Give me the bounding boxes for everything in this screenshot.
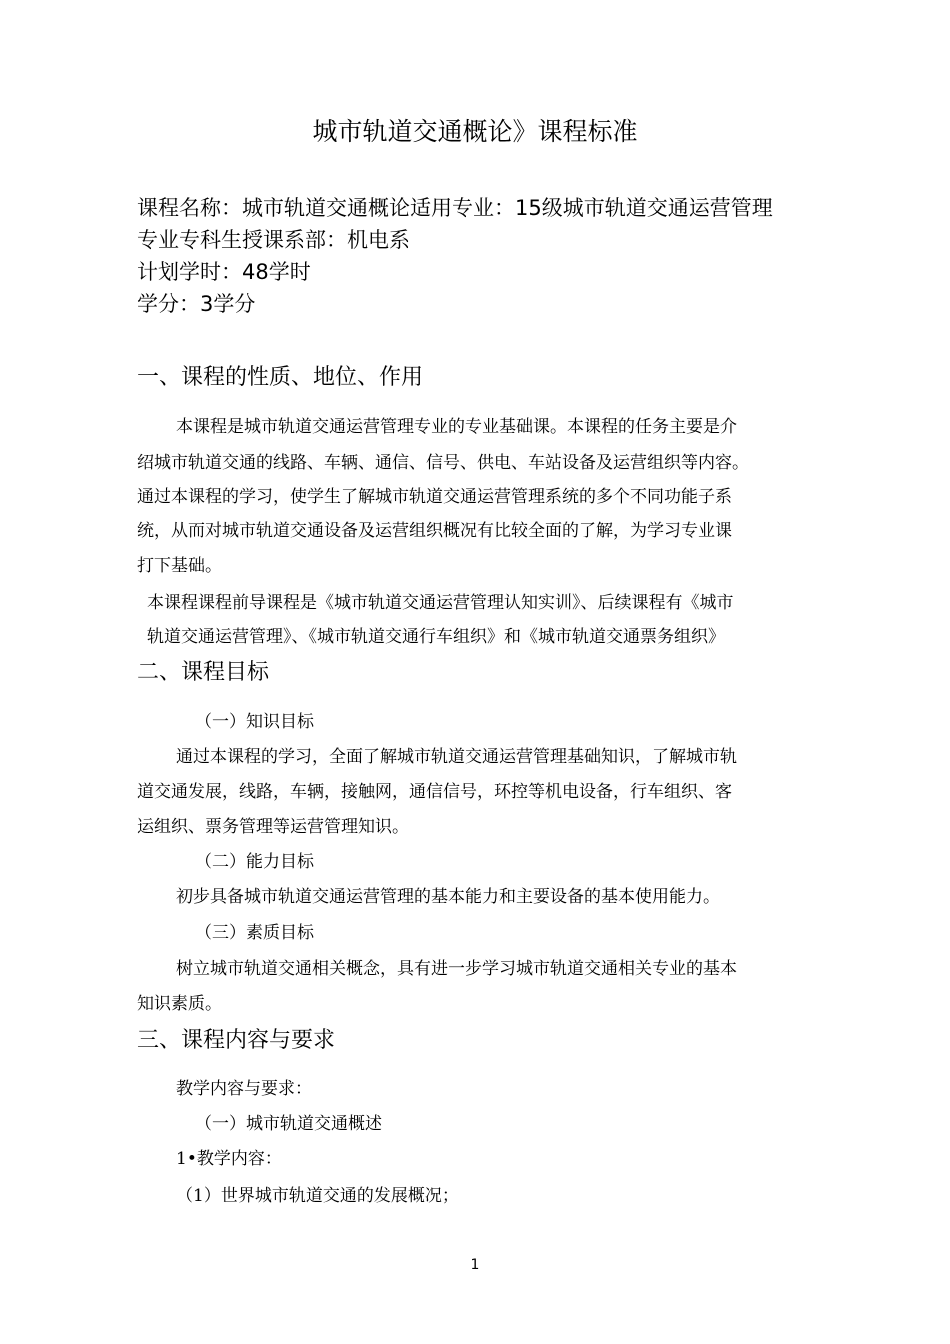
subsection-heading: （三）素质目标 <box>195 923 314 943</box>
course-credits: 学分：3学分 <box>137 292 256 316</box>
paragraph-line: 道交通发展，线路，车辆，接触网，通信信号，环控等机电设备，行车组织、客 <box>137 782 732 802</box>
paragraph-line: 通过本课程的学习，全面了解城市轨道交通运营管理基础知识，了解城市轨 <box>176 747 737 767</box>
paragraph-line: 绍城市轨道交通的线路、车辆、通信、信号、供电、车站设备及运营组织等内容。 <box>137 453 749 473</box>
paragraph-line: 统，从而对城市轨道交通设备及运营组织概况有比较全面的了解，为学习专业课 <box>137 521 732 541</box>
document-title: 城市轨道交通概论》课程标准 <box>312 117 638 146</box>
paragraph-line: 通过本课程的学习，使学生了解城市轨道交通运营管理系统的多个不同功能子系 <box>137 487 732 507</box>
subsection-heading: （二）能力目标 <box>195 852 314 872</box>
paragraph-line: 本课程是城市轨道交通运营管理专业的专业基础课。本课程的任务主要是介 <box>176 417 737 437</box>
paragraph-line: 打下基础。 <box>137 556 222 576</box>
course-info-line-1: 课程名称：城市轨道交通概论适用专业：15级城市轨道交通运营管理 <box>137 196 773 220</box>
paragraph-line: 树立城市轨道交通相关概念，具有进一步学习城市轨道交通相关专业的基本 <box>176 959 737 979</box>
course-info-line-2: 专业专科生授课系部：机电系 <box>137 228 410 252</box>
page-number: 1 <box>470 1257 480 1273</box>
paragraph-line: 知识素质。 <box>137 994 222 1014</box>
list-item: （1）世界城市轨道交通的发展概况； <box>176 1186 459 1206</box>
list-item: 1•教学内容： <box>176 1149 282 1169</box>
paragraph-line: 轨道交通运营管理》、《城市轨道交通行车组织》和《城市轨道交通票务组织》 <box>147 627 725 647</box>
subsection-heading: （一）知识目标 <box>195 712 314 732</box>
paragraph-line: 运组织、票务管理等运营管理知识。 <box>137 817 409 837</box>
paragraph-line: 教学内容与要求： <box>176 1079 312 1099</box>
paragraph-line: 初步具备城市轨道交通运营管理的基本能力和主要设备的基本使用能力。 <box>176 887 720 907</box>
paragraph-line: 本课程课程前导课程是《城市轨道交通运营管理认知实训》、后续课程有《城市 <box>147 593 734 613</box>
section-heading-2: 二、课程目标 <box>137 660 270 685</box>
section-heading-1: 一、课程的性质、地位、作用 <box>137 365 424 390</box>
course-hours: 计划学时：48学时 <box>137 260 311 284</box>
section-heading-3: 三、课程内容与要求 <box>137 1028 336 1053</box>
subsection-heading: （一）城市轨道交通概述 <box>195 1114 382 1134</box>
